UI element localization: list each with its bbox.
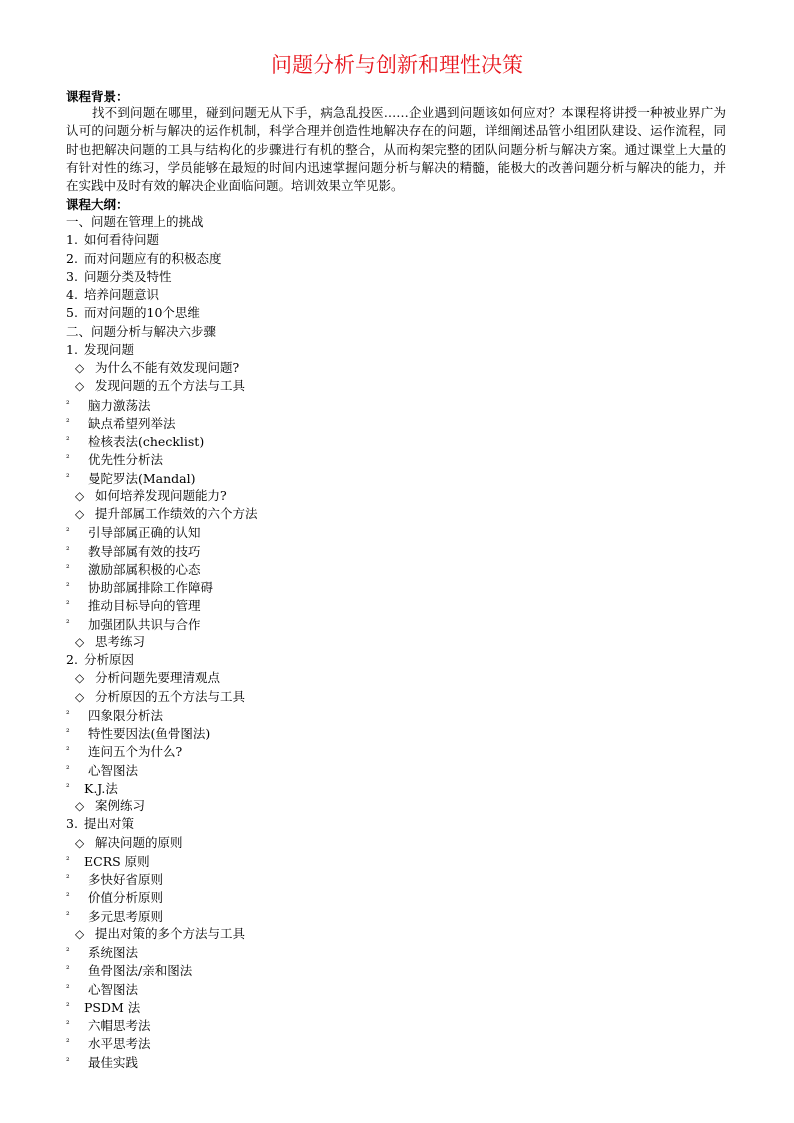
outline-item-text: 为什么不能有效发现问题? [95,360,240,375]
superscript-bullet-icon: ² [66,417,70,428]
outline-bullet-item [66,724,258,742]
superscript-bullet-icon: ² [66,983,70,994]
outline-item-text: 曼陀罗法(Mandal) [88,470,196,486]
outline-bullet-item [66,706,258,724]
superscript-bullet-icon: ² [66,746,70,757]
outline-bullet-item [66,1016,258,1034]
outline-item-text: 发现问题的五个方法与工具 [95,378,246,394]
superscript-bullet-icon: ² [66,1020,70,1030]
outline-bullet-item [66,560,258,578]
diamond-bullet-icon: ◇ [75,488,85,503]
outline-item-text: 提升部属工作绩效的六个方法 [95,506,258,521]
diamond-bullet-icon: ◇ [75,799,85,813]
outline-item-text: 如何看待问题 [84,232,160,248]
outline-bullet-item [66,1034,258,1052]
background-paragraph: 找不到问题在哪里，碰到问题无从下手，病急乱投医……企业遇到问题该如何应对？本课程将讲授一种被业界广为认可的问题分析与解决的运作机制，科学合理并创造性地解决存在的问题，详细阐述品管小组团队建设、运作流程，同时也把解决问题的工具与结构化的步骤进行有机的整合，从而构架完整的团队问题分析与解决方案。通过课堂上大量的有针对性的练习，学员能够在最短的时间内迅速掌握问题分析与解决的精髓，能极大的改善问题分析与解决的能力，并在实践中及时有效的解决企业面临问题。培训效果立竿见影。 [66,105,726,194]
outline-numbered-item [66,815,258,833]
outline-item-text: 而对问题应有的积极态度 [84,250,222,266]
outline-item-text: 脑力激荡法 [88,397,151,413]
outline-numbered-item [66,651,258,669]
outline-bullet-item [66,761,258,779]
outline-item-text: 分析原因的五个方法与工具 [95,688,246,704]
superscript-bullet-icon: ² [66,563,70,574]
diamond-bullet-icon: ◇ [75,379,85,394]
outline-item-text: 多元思考原则 [88,908,164,924]
outline-bullet-item [66,852,258,870]
outline-item-text: 最佳实践 [88,1054,139,1070]
superscript-bullet-icon: ² [66,855,70,866]
outline-item-text: 提出对策 [84,816,135,832]
outline-bullet-item [66,998,258,1016]
outline-numbered-item [66,250,258,268]
superscript-bullet-icon: ² [66,618,70,629]
outline-bullet-item [66,432,258,450]
item-number: 1. [66,232,78,248]
outline-bullet-item [66,961,258,979]
outline-diamond-item [66,359,258,377]
superscript-bullet-icon: ² [66,965,70,976]
outline-item-text: 激励部属积极的心态 [88,561,201,577]
superscript-bullet-icon: ² [66,545,70,556]
superscript-bullet-icon: ² [66,728,70,738]
superscript-bullet-icon: ² [66,436,70,446]
outline-diamond-item [66,834,258,852]
item-number: 5. [66,305,78,321]
outline-item-text: 特性要因法(鱼骨图法) [88,726,211,741]
outline-item-text: 缺点希望列举法 [88,415,176,431]
outline-numbered-item [66,304,258,322]
superscript-bullet-icon: ² [66,874,70,884]
outline-item-text: 解决问题的原则 [95,834,183,850]
outline-item-text: 四象限分析法 [88,707,164,723]
outline-item-text: 心智图法 [88,981,139,997]
outline-item-text: 六帽思考法 [88,1018,151,1033]
outline-bullet-item [66,779,258,797]
outline-item-text: 水平思考法 [88,1036,151,1052]
diamond-bullet-icon: ◇ [75,507,85,521]
outline-numbered-item [66,268,258,286]
outline-bullet-item [66,742,258,760]
outline-item-text: 心智图法 [88,762,139,778]
outline-item-text: 问题分类及特性 [84,268,172,284]
outline-item-text: 价值分析原则 [88,890,164,906]
outline-item-text: 推动目标导向的管理 [88,598,201,614]
outline-item-text: 系统图法 [88,945,139,960]
outline-item-text: PSDM 法 [84,999,141,1015]
diamond-bullet-icon: ◇ [75,361,85,375]
outline-diamond-item [66,797,258,815]
item-number: 4. [66,287,78,302]
superscript-bullet-icon: ² [66,910,70,921]
outline-bullet-item [66,888,258,906]
page-title: 问题分析与创新和理性决策 [271,53,523,77]
superscript-bullet-icon: ² [66,454,70,465]
outline-item-text: 分析问题先要理清观点 [95,670,221,686]
superscript-bullet-icon: ² [66,399,70,410]
outline-bullet-item [66,414,258,432]
outline-diamond-item [66,688,258,706]
superscript-bullet-icon: ² [66,947,70,957]
item-number: 3. [66,816,78,832]
course-outline [66,213,258,1071]
outline-item-text: 如何培养发现问题能力? [95,487,227,503]
outline-bullet-item [66,615,258,633]
superscript-bullet-icon: ² [66,600,70,611]
outline-item-text: 鱼骨图法/亲和图法 [88,963,193,979]
superscript-bullet-icon: ² [66,764,70,775]
outline-diamond-item [66,487,258,505]
superscript-bullet-icon: ² [66,709,70,720]
outline-bullet-item [66,469,258,487]
outline-item-text: 发现问题 [84,341,135,357]
outline-item-text: 教导部属有效的技巧 [88,543,201,559]
outline-diamond-item [66,669,258,687]
outline-bullet-item [66,578,258,596]
superscript-bullet-icon: ² [66,472,70,483]
outline-item-text: 提出对策的多个方法与工具 [95,925,246,941]
outline-item-text: 优先性分析法 [88,452,164,468]
outline-diamond-item [66,925,258,943]
outline-bullet-item [66,870,258,888]
outline-item-text: 连问五个为什么? [88,744,183,760]
superscript-bullet-icon: ² [66,1001,70,1012]
diamond-bullet-icon: ◇ [75,689,85,704]
outline-numbered-item [66,286,258,304]
diamond-bullet-icon: ◇ [75,926,85,941]
outline-item-text: K.J.法 [84,780,118,796]
outline-bullet-item [66,980,258,998]
outline-item-text: 思考练习 [95,633,146,649]
background-label: 课程背景： [66,89,129,104]
outline-item-text: 协助部属排除工作障碍 [88,580,214,595]
superscript-bullet-icon: ² [66,892,70,903]
outline-diamond-item [66,633,258,651]
outline-item-text: 培养问题意识 [84,287,160,302]
superscript-bullet-icon: ² [66,782,70,793]
superscript-bullet-icon: ² [66,1038,70,1049]
outline-bullet-item [66,943,258,961]
outline-item-text: 案例练习 [95,798,146,813]
item-number: 1. [66,341,78,357]
outline-bullet-item [66,542,258,560]
outline-bullet-item [66,450,258,468]
outline-item-text: 检核表法(checklist) [88,434,205,449]
outline-bullet-item [66,596,258,614]
outline-label: 课程大纲： [66,197,129,212]
outline-item-text: 分析原因 [84,652,135,667]
outline-item-text: 而对问题的10个思维 [84,305,200,321]
diamond-bullet-icon: ◇ [75,671,85,686]
outline-item-text: 一、问题在管理上的挑战 [66,214,204,229]
item-number: 3. [66,268,78,284]
outline-bullet-item [66,396,258,414]
item-number: 2. [66,652,78,667]
outline-section-heading [66,323,258,341]
diamond-bullet-icon: ◇ [75,634,85,649]
outline-item-text: 二、问题分析与解决六步骤 [66,323,217,339]
outline-diamond-item [66,377,258,395]
outline-numbered-item [66,341,258,359]
outline-section-heading [66,213,258,231]
item-number: 2. [66,250,78,266]
outline-bullet-item [66,907,258,925]
superscript-bullet-icon: ² [66,582,70,592]
outline-item-text: 多快好省原则 [88,872,164,887]
outline-diamond-item [66,505,258,523]
outline-item-text: 加强团队共识与合作 [88,616,201,632]
superscript-bullet-icon: ² [66,1056,70,1067]
outline-item-text: 引导部属正确的认知 [88,525,201,541]
outline-bullet-item [66,1053,258,1071]
diamond-bullet-icon: ◇ [75,835,85,850]
outline-numbered-item [66,231,258,249]
superscript-bullet-icon: ² [66,527,70,538]
outline-bullet-item [66,523,258,541]
outline-item-text: ECRS 原则 [84,853,150,869]
